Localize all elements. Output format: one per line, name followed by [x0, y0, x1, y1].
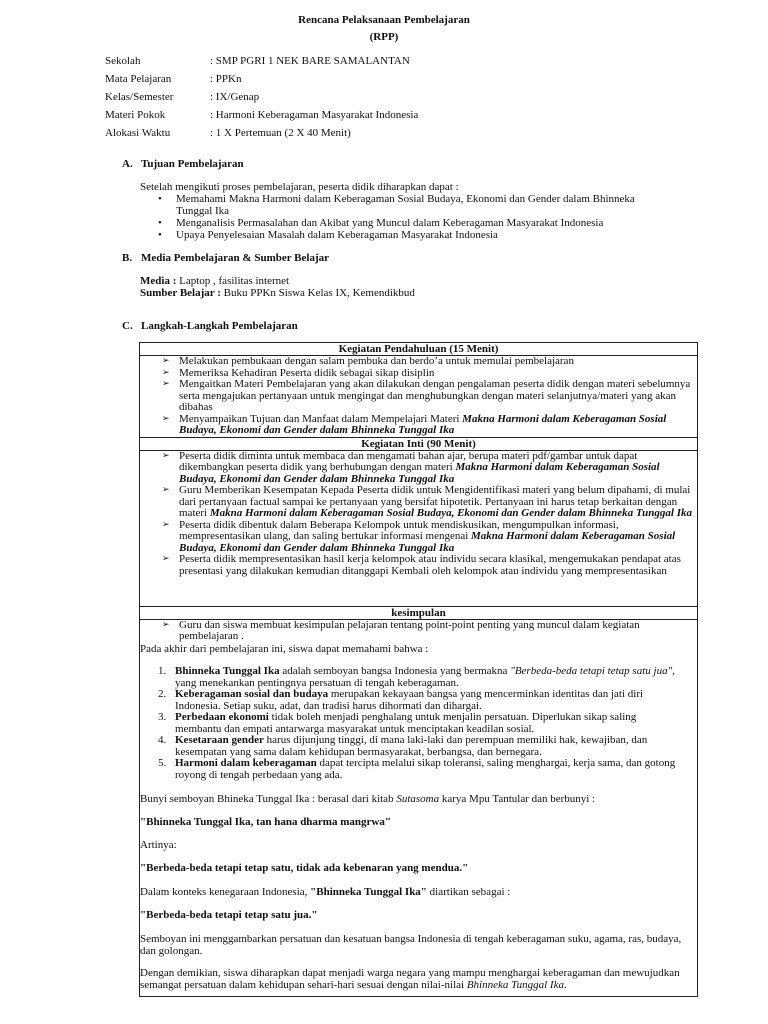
point-number: 1.	[158, 665, 167, 677]
tujuan-intro: Setelah mengikuti proses pembelajaran, peserta didik diharapkan dapat :	[140, 181, 459, 193]
semboyan-text: "Bhinneka Tunggal Ika, tan hana dharma mangrwa"	[140, 816, 391, 828]
point-item	[140, 712, 680, 735]
list-item: ➢ Mengaitkan Materi Pembelajaran yang akan dilakukan dengan pengalaman peserta didik dengan materi sebelumnya serta mengajukan pertanyaan untuk mengingat dan menghubungkan dengan materi selanjutnya/materi yang akan dibahas	[140, 379, 693, 414]
item-emphasis: Makna Harmoni dalam Keberagaman Sosial Budaya, Ekonomi dan Gender dalam Bhinneka Tunggal Ika	[179, 530, 676, 554]
info-label: Alokasi Waktu	[105, 127, 171, 139]
section-letter: A.	[122, 158, 133, 170]
konteks-term: "Bhinneka Tunggal Ika"	[310, 886, 427, 898]
bunyi-text-end: karya Mpu Tantular dan berbunyi :	[439, 793, 596, 805]
point-number: 4.	[158, 734, 167, 746]
info-value: : IX/Genap	[210, 91, 260, 103]
inti-cell	[140, 450, 698, 606]
penutup-term: Bhinneka Tunggal Ika	[466, 978, 564, 991]
info-value: : 1 X Pertemuan (2 X 40 Menit)	[210, 127, 351, 139]
langkah-table	[139, 342, 698, 643]
list-item	[140, 520, 693, 555]
info-label: Materi Pokok	[105, 109, 166, 121]
point-text: dapat tercipta melalui sikap toleransi, saling menghargai, kerja sama, dan gotong royong di tengah perbedaan yang ada.	[175, 757, 676, 781]
item-text: Peserta didik dibentuk dalam Beberapa Kelompok untuk mendiskusikan, mengumpulkan informasi, mempresentasikan ulang, dan saling bertukar informasi mengenai	[179, 518, 619, 542]
kesimpulan-header: kesimpulan	[140, 606, 698, 619]
section-a-heading	[122, 158, 244, 170]
info-label: Sekolah	[105, 55, 141, 67]
media-value: Laptop , fasilitas internet	[176, 275, 290, 287]
sumber-line	[140, 287, 415, 299]
list-item: ➢ Peserta didik mempresentasikan hasil kerja kelompok atau individu secara klasikal, mengemukakan pendapat atas presentasi yang dilakukan kemudian ditanggapi Kembali oleh kelompok atau individu yang mempresentasikan	[140, 554, 693, 577]
point-quote: "Berbeda-beda tetapi tetap satu jua"	[510, 665, 673, 677]
point-text: tidak boleh menjadi penghalang untuk menjalin persatuan. Diperlukan sikap saling membantu dan empati antarwarga masyarakat untuk menciptakan keadilan sosial.	[175, 711, 637, 735]
artinya-label: Artinya:	[140, 839, 177, 851]
akhir-intro: Pada akhir dari pembelajaran ini, siswa dapat memahami bahwa :	[140, 643, 429, 655]
item-text: Peserta didik diminta untuk membaca dan mengamati bahan ajar, berupa materi pdf/gambar untuk dapat dikembangkan peserta didik yang berhubungan dengan materi	[179, 450, 638, 473]
info-label: Kelas/Semester	[105, 91, 174, 103]
point-text: harus dijunjung tinggi, di mana laki-laki dan perempuan memiliki hak, kewajiban, dan kesempatan yang sama dalam kehidupan bermasyarakat, berbangsa, dan bernegara.	[175, 734, 648, 758]
arti-line	[140, 863, 685, 875]
doc-title: Rencana Pelaksanaan Pembelajaran	[298, 14, 470, 26]
info-label: Mata Pelajaran	[105, 73, 172, 85]
point-item	[140, 689, 680, 712]
section-title: Tujuan Pembelajaran	[141, 158, 244, 170]
bunyi-line	[140, 794, 685, 806]
section-title: Langkah-Langkah Pembelajaran	[141, 320, 298, 332]
pendahuluan-header: Kegiatan Pendahuluan (15 Menit)	[140, 343, 698, 356]
point-term: Bhinneka Tunggal Ika	[175, 665, 280, 677]
semboyan-desc: Semboyan ini menggambarkan persatuan dan kesatuan bangsa Indonesia di tengah keberagaman suku, agama, ras, budaya, dan golongan.	[140, 933, 682, 957]
akhir-points	[140, 666, 680, 781]
point-number: 3.	[158, 711, 167, 723]
list-item	[140, 451, 693, 486]
item-emphasis: Makna Harmoni dalam Keberagaman Sosial Budaya, Ekonomi dan Gender dalam Bhinneka Tunggal Ika	[179, 412, 667, 436]
point-item	[140, 735, 680, 758]
point-number: 2.	[158, 688, 167, 700]
pendahuluan-cell	[140, 356, 698, 438]
list-item: ➢ Memeriksa Kehadiran Peserta didik sebagai sikap disiplin	[140, 368, 693, 380]
point-term: Harmoni dalam keberagaman	[175, 757, 317, 769]
media-line	[140, 275, 415, 287]
bunyi-text: Bunyi semboyan Bhineka Tunggal Ika : berasal dari kitab	[140, 793, 397, 805]
info-value: : PPKn	[210, 73, 242, 85]
tujuan-list	[140, 193, 670, 241]
point-term: Kesetaraan gender	[175, 734, 264, 746]
inti-header: Kegiatan Inti (90 Menit)	[140, 437, 698, 450]
section-letter: B.	[122, 252, 133, 264]
item-emphasis: Makna Harmoni dalam Keberagaman Sosial Budaya, Ekonomi dan Gender dalam Bhinneka Tunggal Ika	[209, 507, 693, 519]
pendahuluan-list	[140, 356, 697, 437]
item-text: Guru Memberikan Kesempatan Kepada Peserta didik untuk Mengidentifikasi materi yang belum dipahami, di mulai dari pertanyaan factual sampai ke pertanyaan yang bersifat hipotetik. Pertanyaan ini harus tetap berkaitan dengan materi	[179, 484, 691, 519]
konteks-text-end: diartikan sebagai :	[426, 886, 511, 898]
list-item: • Memahami Makna Harmoni dalam Keberagaman Sosial Budaya, Ekonomi dan Gender dalam Bhinneka Tunggal Ika	[140, 193, 670, 217]
semboyan-line	[140, 817, 685, 829]
info-value: : SMP PGRI 1 NEK BARE SAMALANTAN	[210, 55, 410, 67]
arti2-text: "Berbeda-beda tetapi tetap satu jua."	[140, 909, 318, 921]
section-b-heading	[122, 252, 329, 264]
point-text: merupakan kekayaan bangsa yang mencerminkan identitas dan jati diri Indonesia. Setiap suku, adat, dan tradisi harus dihormati dan dihargai.	[175, 688, 644, 712]
point-term: Perbedaan ekonomi	[175, 711, 269, 723]
penutup-line	[140, 968, 685, 991]
list-item: • Upaya Penyelesaian Masalah dalam Keberagaman Masyarakat Indonesia	[140, 229, 670, 241]
point-term: Keberagaman sosial dan budaya	[175, 688, 329, 700]
doc-subtitle: (RPP)	[369, 31, 399, 43]
kesimpulan-box	[139, 636, 698, 997]
sumber-label: Sumber Belajar :	[140, 287, 221, 299]
section-title: Media Pembelajaran & Sumber Belajar	[141, 252, 329, 264]
sumber-value: Buku PPKn Siswa Kelas IX, Kemendikbud	[220, 287, 415, 299]
arti-text: "Berbeda-beda tetapi tetap satu, tidak ada kebenaran yang mendua."	[140, 862, 469, 874]
item-emphasis: Makna Harmoni dalam Keberagaman Sosial	[455, 461, 660, 473]
list-item: ➢ Guru dan siswa membuat kesimpulan pelajaran tentang point-point penting yang muncul dalam kegiatan pembelajaran .	[140, 620, 693, 643]
item-text: Menyampaikan Tujuan dan Manfaat dalam Mempelajari Materi	[179, 412, 463, 425]
section-c-heading	[122, 320, 298, 332]
point-text: adalah semboyan bangsa Indonesia yang bermakna	[279, 665, 511, 677]
inti-content	[140, 451, 697, 606]
list-item	[140, 414, 693, 437]
point-rest: , yang menekankan pentingnya persatuan di tengah keberagaman.	[175, 665, 675, 689]
info-value: : Harmoni Keberagaman Masyarakat Indonesia	[210, 109, 419, 121]
list-item: ➢ Melakukan pembukaan dengan salam pembuka dan berdo’a untuk memulai pembelajaran	[140, 356, 693, 368]
point-item	[140, 758, 680, 781]
konteks-line	[140, 887, 685, 899]
item-emphasis: Budaya, Ekonomi dan Gender dalam Bhinneka Tunggal Ika	[179, 472, 455, 485]
penutup-text: Dengan demikian, siswa diharapkan dapat menjadi warga negara yang mampu menghargai keberagaman dan mewujudkan semangat persatuan dalam kehidupan sehari-hari sesuai dengan nilai-nilai	[140, 967, 680, 991]
penutup-end: .	[563, 978, 567, 991]
bunyi-book: Sutasoma	[396, 793, 440, 805]
media-label: Media :	[140, 275, 177, 287]
list-item	[140, 485, 693, 520]
arti2-line	[140, 910, 685, 922]
section-letter: C.	[122, 320, 133, 332]
inti-list	[140, 451, 697, 578]
list-item: • Menganalisis Permasalahan dan Akibat yang Muncul dalam Keberagaman Masyarakat Indonesia	[140, 217, 670, 229]
point-item	[140, 666, 680, 689]
point-number: 5.	[158, 757, 167, 769]
konteks-text: Dalam konteks kenegaraan Indonesia,	[140, 886, 311, 898]
media-block	[140, 275, 415, 299]
